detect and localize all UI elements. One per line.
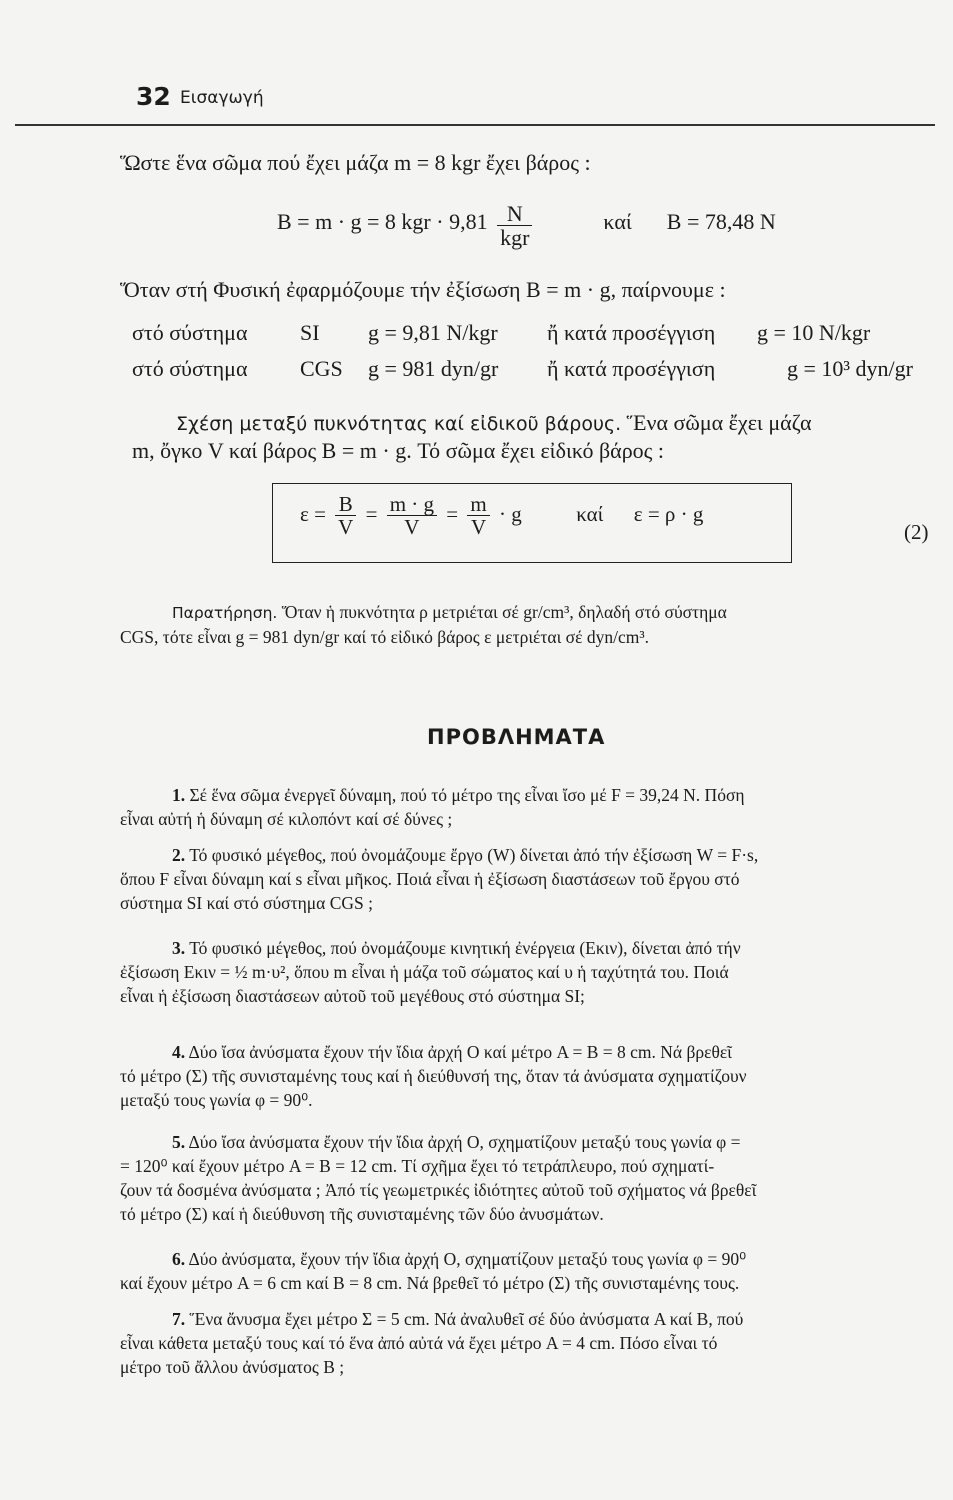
- relation-line-2: m, ὄγκο V καί βάρος B = m · g. Τό σῶμα ἔχει εἰδικό βάρος :: [132, 438, 665, 463]
- formula-fraction-3-denominator: V: [470, 515, 487, 540]
- formula-fraction-3: [467, 493, 489, 539]
- problem-4-line-3: μεταξύ τους γωνία φ = 90⁰.: [120, 1090, 313, 1110]
- formula-eps: ε =: [300, 501, 326, 526]
- page-header: [118, 80, 938, 120]
- si-system: SI: [300, 320, 320, 345]
- cgs-approx-label: ἤ κατά προσέγγιση: [547, 356, 716, 381]
- problem-1-number: 1.: [172, 785, 186, 805]
- si-label: στό σύστημα: [132, 320, 248, 345]
- formula-times-g: · g: [498, 501, 522, 526]
- cgs-system: CGS: [300, 356, 343, 381]
- problem-6-number: 6.: [172, 1249, 186, 1269]
- problem-7: [120, 1307, 932, 1379]
- problem-4: [120, 1040, 932, 1112]
- formula-right: ε = ρ · g: [633, 501, 704, 526]
- formula-fraction-1-denominator: V: [338, 515, 354, 540]
- problem-3-number: 3.: [172, 938, 186, 958]
- formula-fraction-1-numerator: B: [335, 493, 356, 516]
- weight-equation: [277, 200, 776, 251]
- problem-6-line-2: καί ἔχουν μέτρο A = 6 cm καί B = 8 cm. Νά βρεθεῖ τό μέτρο (Σ) τῆς συνισταμένης τους.: [120, 1273, 740, 1293]
- problem-3-line-1: Τό φυσικό μέγεθος, πού ὀνομάζουμε κινητική ἐνέργεια (Eκιν), δίνεται ἀπό τήν: [189, 938, 741, 958]
- problem-7-number: 7.: [172, 1309, 186, 1329]
- equation-number: (2): [904, 520, 929, 544]
- problem-5-line-4: τό μέτρο (Σ) καί ἡ διεύθυνση τῆς συνισταμένης τῶν δύο ἀνυσμάτων.: [120, 1204, 604, 1224]
- units-fraction-numerator: N: [497, 202, 532, 226]
- cgs-value: g = 981 dyn/gr: [368, 356, 499, 381]
- problem-6: [120, 1247, 932, 1295]
- problem-7-line-1: Ἕνα ἄνυσμα ἔχει μέτρο Σ = 5 cm. Νά ἀναλυθεῖ σέ δύο ἀνύσματα A καί B, πού: [189, 1309, 744, 1329]
- remark-label: Παρατήρηση.: [172, 604, 278, 622]
- problems-heading: ΠΡΟΒΛΗΜΑΤΑ: [427, 725, 606, 749]
- relation-text-1: Ἕνα σῶμα ἔχει μάζα: [626, 410, 812, 435]
- problem-1: [120, 783, 932, 831]
- relation-line-1: [176, 410, 812, 436]
- formula-fraction-1: [335, 493, 356, 539]
- formula-fraction-2-numerator: m · g: [387, 493, 437, 516]
- cgs-approx-value: g = 10³ dyn/gr: [787, 356, 913, 381]
- units-fraction-denominator: kgr: [500, 225, 530, 251]
- problem-1-line-1: Σέ ἕνα σῶμα ἐνεργεῖ δύναμη, πού τό μέτρο της εἶναι ἴσο μέ F = 39,24 N. Πόση: [189, 785, 745, 805]
- relation-heading: Σχέση μεταξύ πυκνότητας καί εἰδικοῦ βάρους.: [176, 413, 622, 435]
- problem-2-line-3: σύστημα SI καί στό σύστημα CGS ;: [120, 893, 374, 913]
- weight-equation-kai: καί: [603, 209, 632, 235]
- problem-2-line-2: ὅπου F εἶναι δύναμη καί s εἶναι μῆκος. Ποιά εἶναι ἡ ἐξίσωση διαστάσεων τοῦ ἔργου στό: [120, 869, 740, 889]
- problem-7-line-2: εἶναι κάθετα μεταξύ τους καί τό ἕνα ἀπό αὐτά νά ἔχει μέτρο A = 4 cm. Πόσο εἶναι τό: [120, 1333, 718, 1353]
- problem-5-line-1: Δύο ἴσα ἀνύσματα ἔχουν τήν ἴδια ἀρχή O, σχηματίζουν μεταξύ τους γωνία φ =: [188, 1132, 741, 1152]
- problem-4-line-2: τό μέτρο (Σ) τῆς συνισταμένης τους καί ἡ διεύθυνσή της, ὅταν τά ἀνύσματα σχηματίζουν: [120, 1066, 747, 1086]
- si-value: g = 9,81 N/kgr: [368, 320, 498, 345]
- problem-4-number: 4.: [172, 1042, 186, 1062]
- cgs-label: στό σύστημα: [132, 356, 248, 381]
- specific-weight-formula: [300, 493, 703, 539]
- units-fraction: [497, 202, 532, 250]
- header-rule: [15, 124, 935, 126]
- problem-2: [120, 843, 932, 915]
- formula-kai: καί: [576, 501, 604, 526]
- weight-equation-left: B = m · g = 8 kgr · 9,81: [277, 209, 488, 235]
- problem-3: [120, 936, 932, 1008]
- formula-fraction-2: [387, 493, 437, 539]
- remark-text-2: CGS, τότε εἶναι g = 981 dyn/gr καί τό εἰδικό βάρος ε μετριέται σέ dyn/cm³.: [120, 627, 649, 647]
- problem-3-line-3: εἶναι ἡ ἐξίσωση διαστάσεων αὐτοῦ τοῦ μεγέθους στό σύστημα SI;: [120, 986, 585, 1006]
- formula-fraction-3-numerator: m: [467, 493, 489, 516]
- problem-7-line-3: μέτρο τοῦ ἄλλου ἀνύσματος B ;: [120, 1357, 345, 1377]
- problem-2-number: 2.: [172, 845, 186, 865]
- weight-equation-result: B = 78,48 N: [666, 209, 776, 235]
- section-title: Εισαγωγή: [180, 88, 264, 108]
- problem-2-line-1: Τό φυσικό μέγεθος, πού ὀνομάζουμε ἔργο (W) δίνεται ἀπό τήν ἐξίσωση W = F·s,: [189, 845, 759, 865]
- problem-5-line-3: ζουν τά δοσμένα ἀνύσματα ; Ἀπό τίς γεωμετρικές ἰδιότητες αὐτοῦ τοῦ σχήματος νά βρεθεῖ: [120, 1180, 757, 1200]
- problem-4-line-1: Δύο ἴσα ἀνύσματα ἔχουν τήν ἴδια ἀρχή O καί μέτρο A = B = 8 cm. Νά βρεθεῖ: [188, 1042, 732, 1062]
- formula-equals-2: =: [446, 501, 459, 526]
- page-number: 32: [136, 82, 171, 111]
- problem-5-number: 5.: [172, 1132, 186, 1152]
- problem-3-line-2: ἐξίσωση Eκιν = ½ m·υ², ὅπου m εἶναι ἡ μάζα τοῦ σώματος καί υ ἡ ταχύτητά του. Ποιά: [120, 962, 729, 982]
- remark-text-1: Ὅταν ἡ πυκνότητα ρ μετριέται σέ gr/cm³, δηλαδή στό σύστημα: [281, 602, 727, 622]
- intro-line-3: Ὅταν στή Φυσική ἐφαρμόζουμε τήν ἐξίσωση B = m · g, παίρνουμε :: [120, 277, 726, 302]
- intro-line-1: Ὥστε ἕνα σῶμα πού ἔχει μάζα m = 8 kgr ἔχει βάρος :: [120, 150, 591, 175]
- problem-5-line-2: = 120⁰ καί ἔχουν μέτρο A = B = 12 cm. Τί σχῆμα ἔχει τό τετράπλευρο, πού σχηματί-: [120, 1156, 715, 1176]
- formula-equals-1: =: [365, 501, 378, 526]
- si-approx-label: ἤ κατά προσέγγιση: [547, 320, 716, 345]
- problem-5: [120, 1130, 932, 1226]
- si-approx-value: g = 10 N/kgr: [757, 320, 871, 345]
- formula-fraction-2-denominator: V: [404, 515, 420, 540]
- remark: [120, 600, 932, 649]
- problem-1-line-2: εἶναι αὐτή ἡ δύναμη σέ κιλοπόντ καί σέ δύνες ;: [120, 809, 453, 829]
- problem-6-line-1: Δύο ἀνύσματα, ἔχουν τήν ἴδια ἀρχή O, σχηματίζουν μεταξύ τους γωνία φ = 90⁰: [188, 1249, 747, 1269]
